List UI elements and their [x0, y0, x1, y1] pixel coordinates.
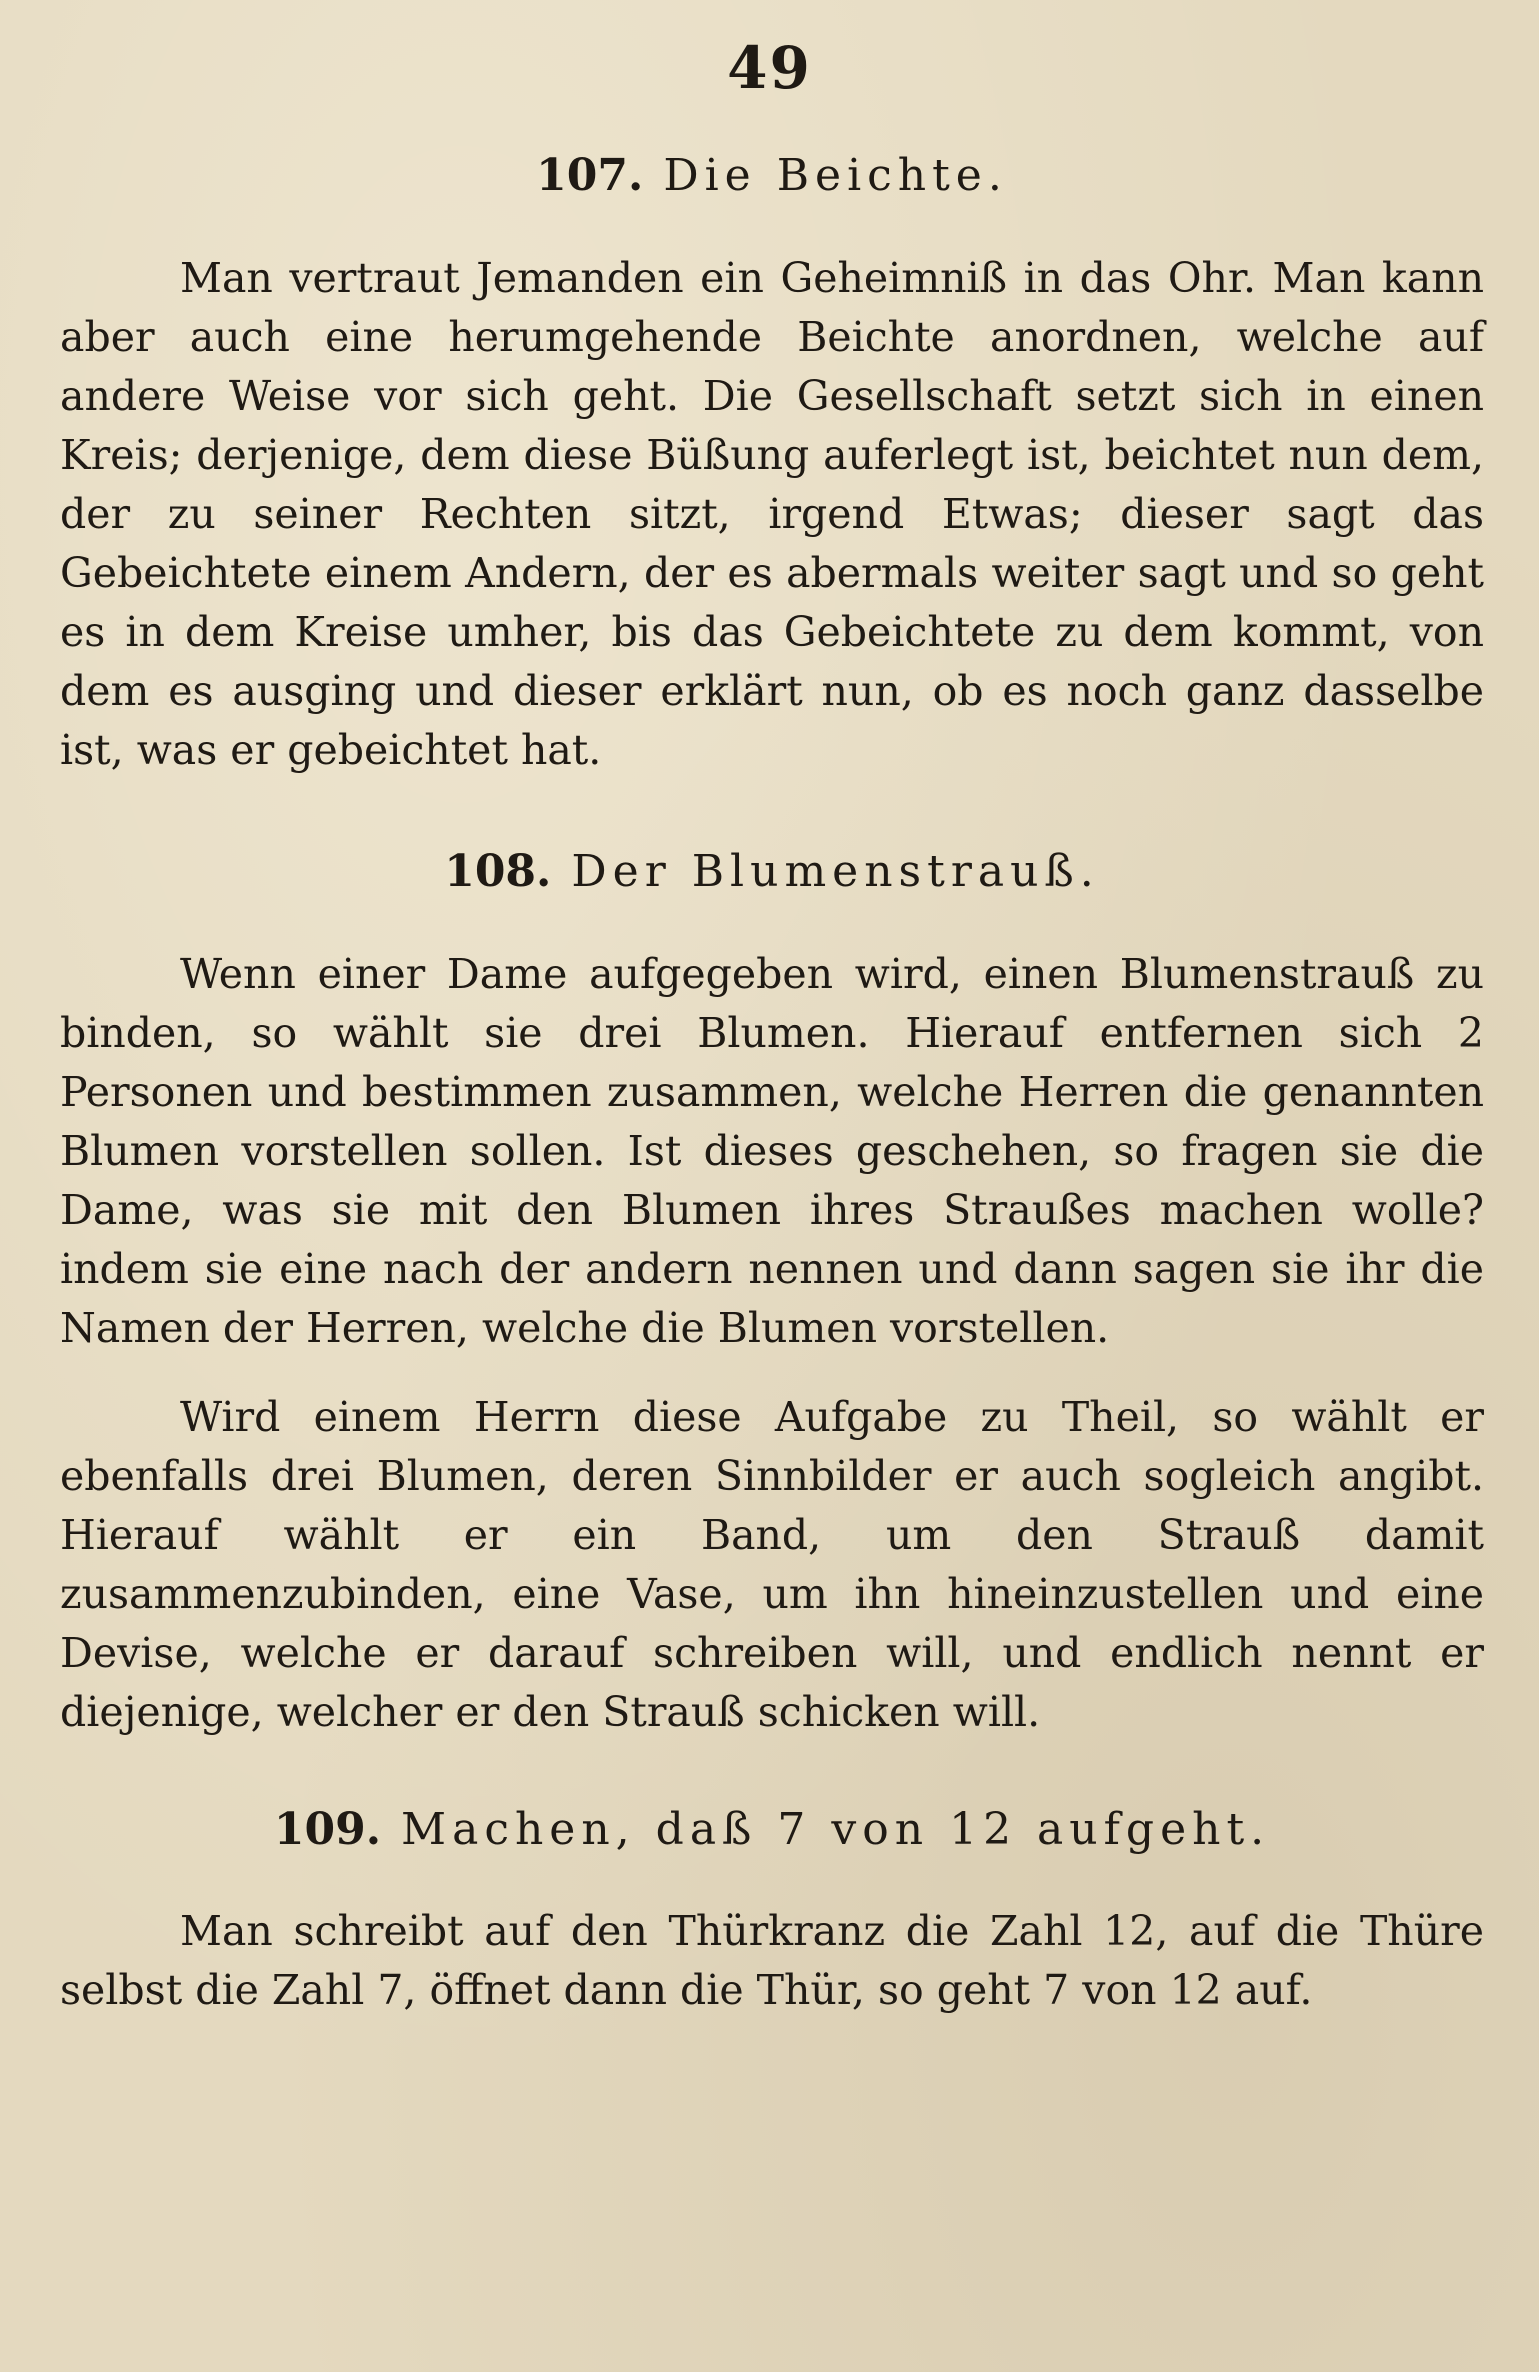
section-number: 108.: [444, 845, 552, 897]
section-number: 109.: [273, 1803, 382, 1855]
section-title: [60, 150, 1484, 203]
page-content: [60, 150, 1484, 2020]
section-title: [60, 846, 1484, 899]
section-109: [60, 1804, 1484, 2021]
section-heading: Machen, daß 7 von 12 aufgeht.: [401, 1803, 1271, 1855]
page-number: 49: [727, 34, 812, 102]
section-108: [60, 846, 1484, 1742]
section-number: 107.: [536, 150, 644, 201]
section-107: [60, 150, 1484, 780]
section-title: [60, 1804, 1484, 1857]
section-paragraph: Man schreibt auf den Thürkranz die Zahl 12, auf die Thüre selbst die Zahl 7, öffnet dann die Thür, so geht 7 von 12 auf.: [60, 1907, 1484, 2015]
section-paragraph: Wenn einer Dame aufgegeben wird, einen Blumenstrauß zu binden, so wählt sie drei Blumen. Hierauf entfernen sich 2 Personen und bestimmen zusammen, welche Herren die genannten Blumen vorstellen sollen. Ist dieses geschehen, so fragen sie die Dame, was sie mit den Blumen ihres Straußes machen wolle? indem sie eine nach der andern nennen und dann sagen sie ihr die Namen der Herren, welche die Blumen vorstellen.: [60, 949, 1484, 1352]
section-paragraph: Wird einem Herrn diese Aufgabe zu Theil, so wählt er ebenfalls drei Blumen, deren Sinnbilder er auch sogleich angibt. Hierauf wählt er ein Band, um den Strauß damit zusammenzubinden, eine Vase, um ihn hineinzustellen und eine Devise, welche er darauf schreiben will, und endlich nennt er diejenige, welcher er den Strauß schicken will.: [60, 1392, 1484, 1736]
section-paragraph: Man vertraut Jemanden ein Geheimniß in das Ohr. Man kann aber auch eine herumgehende Beichte anordnen, welche auf andere Weise vor sich geht. Die Gesellschaft setzt sich in einen Kreis; derjenige, dem diese Büßung auferlegt ist, beichtet nun dem, der zu seiner Rechten sitzt, irgend Etwas; dieser sagt das Gebeichtete einem Andern, der es abermals weiter sagt und so geht es in dem Kreise umher, bis das Gebeichtete zu dem kommt, von dem es ausging und dieser erklärt nun, ob es noch ganz dasselbe ist, was er gebeichtet hat.: [60, 253, 1484, 774]
section-heading: Der Blumenstrauß.: [571, 845, 1100, 897]
section-heading: Die Beichte.: [663, 150, 1008, 201]
